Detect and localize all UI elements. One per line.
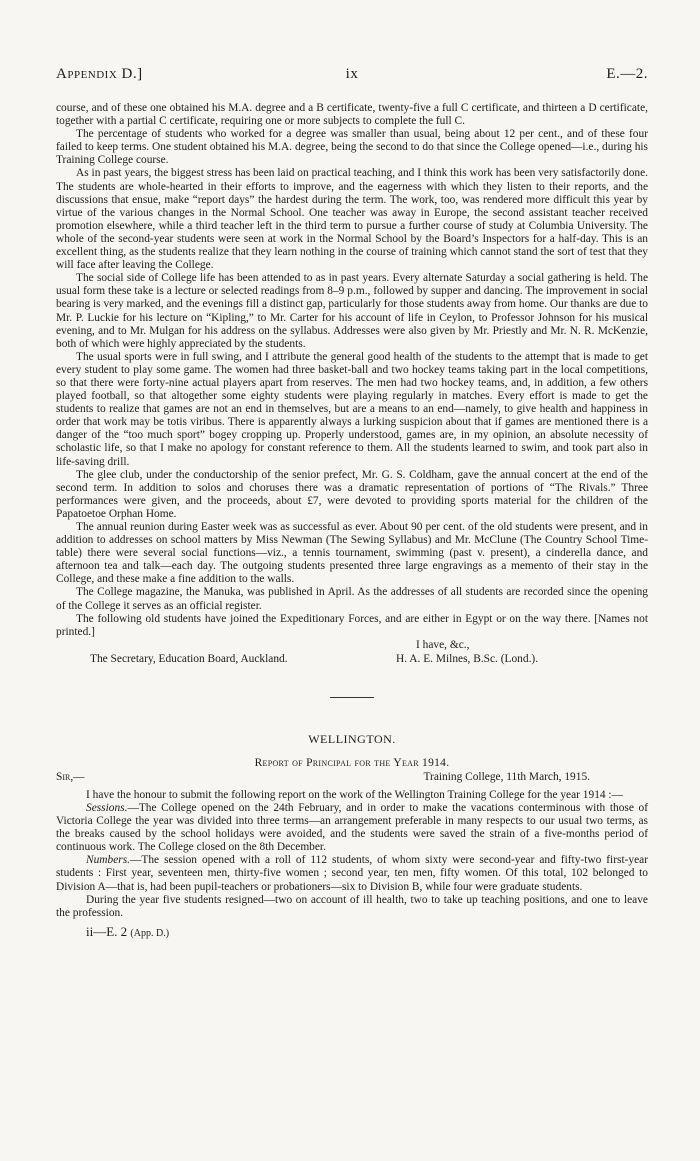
paragraph-social-side: The social side of College life has been attended to as in past years. Every alternate Saturday a social gathering is held. The usual form these take is a lecture or selected readings from 8–9 p.m., followed by supper and dancing. The improvement in social bearing is very marked, and the evenings fill a distinct gap, particularly for those students away from home. Our thanks are due to Mr. P. Luckie for his lecture on “Kipling,” to Mr. Carter for his account of life in Ceylon, to Professor Johnson for his musical evening, and to Mr. Mulgan for his address on the syllabus. Addresses were also given by Mr. Priestly and Mr. N. R. McKenzie, both of which were highly appreciated by the students. [56,272,648,350]
paragraph-sessions [56,802,648,854]
section-title: WELLINGTON. [308,731,396,746]
paragraph-intro [56,789,648,802]
auckland-report-body [56,102,648,639]
header-page-number: ix [345,66,359,82]
paragraph-intro-text: I have the honour to submit the following report on the work of the Wellington Training College for the year 1914 :— [86,788,623,801]
paragraph-reunion: The annual reunion during Easter week was as successful as ever. About 90 per cent. of the old students were present, and in addition to addresses on school matters by Miss Newman (The Sewing Syllabus) and Mr. McClune (The Country School Time-table) there were several social functions—viz., a tennis tournament, swimming (past v. present), a cinderella dance, and afternoon tea and talk—each day. The outgoing students presented three large engravings as a memento of their stay in the College, and these make a fine addition to the walls. [56,521,648,586]
signature-block [56,639,648,669]
paragraph-resignations-text: During the year five students resigned—two on account of ill health, two to take up teaching positions, and one to leave the profession. [56,893,648,919]
paragraph-expeditionary: The following old students have joined the Expeditionary Forces, and are either in Egypt or on the way there. [Names not printed.] [56,612,648,638]
paragraph-practical-teaching: As in past years, the biggest stress has been laid on practical teaching, and I think this work has been very satisfactorily done. The students are whole-hearted in their efforts to improve, and the eagerness with which they listen to their reports, and the discussions that ensue, make “report days” the hardest during the term. The work, too, was rendered more difficult this year by virtue of the various changes in the Normal School. One teacher was away in Europe, the second assistant teacher received promotion elsewhere, while a third teacher left in the third term to pursue a further course of study at Columbia University. The whole of the second-year students were seen at work in the Normal School by the Board’s Inspectors for a half-day. This is an excellent thing, as the students realize that they learn nothing in the course of training which cannot stand the sort of test that they will face after leaving the College. [56,167,648,272]
running-head [56,66,648,88]
footer-appendix: (App. D.) [130,927,170,939]
paragraph-sports: The usual sports were in full swing, and I attribute the general good health of the students to the attempt that is made to get every student to play some game. The women had three basket-ball and two hockey teams taking part in the local competitions, so that there were forty-nine actual players apart from reserves. The men had two hockey teams, and, in addition, a few others played football, so that altogether some eighty students were playing regularly in matches. Every effort is made to get the students to realize that games are not an end in themselves, but are a means to an end—namely, to give health and happiness in order that work may be totis viribus. There is apparently always a lurking suspicion about that if games are mentioned there is a danger of the “too much sport” bogey cropping up. Properly understood, games are, in my opinion, an absolute necessity of scholastic life, so that I make no apology for constant reference to them. All the students learned to swim, and took part also in life-saving drill. [56,350,648,468]
signature-greeting: I have, &c., [416,638,470,651]
footer-signature-mark [56,924,648,940]
signature-name: H. A. E. Milnes, B.Sc. (Lond.). [396,652,539,665]
salutation-line [56,771,648,785]
paragraph-numbers-text: —The session opened with a roll of 112 students, of whom sixty were second-year and fifty-two first-year students : First year, seventeen men, thirty-five women ; second year, ten men, fifty women. Of this total, 102 belonged to Division A—that is, had been pupil-teachers or probationers—six to Division B, while four were graduate students. [56,854,648,893]
place-date: Training College, 11th March, 1915. [423,770,590,783]
paragraph-resignations [56,894,648,920]
report-title: Report of Principal for the Year 1914. [254,756,450,769]
salutation: Sir,— [56,770,85,783]
wellington-report-body [56,789,648,920]
header-report-code: E.—2. [606,66,648,82]
section-divider [330,697,374,698]
document-page [56,66,648,940]
paragraph-continued: course, and of these one obtained his M.A. degree and a B certificate, twenty-five a full C certificate, and thirteen a D certificate, together with a partial C certificate, requiring one or more subjects to complete the full C. [56,102,648,128]
paragraph-numbers-lead: Numbers. [86,854,130,867]
paragraph-magazine: The College magazine, the Manuka, was published in April. As the addresses of all students are recorded since the opening of the College it serves as an official register. [56,586,648,612]
paragraph-degrees: The percentage of students who worked for a degree was smaller than usual, being about 12 per cent., and of these four failed to keep terms. One student obtained his M.A. degree, being the second to do that since the College opened—i.e., during his Training College course. [56,128,648,167]
paragraph-sessions-lead: Sessions. [86,801,128,814]
header-appendix: Appendix D.] [56,66,143,82]
signature-addressee: The Secretary, Education Board, Auckland. [90,652,288,665]
paragraph-sessions-text: —The College opened on the 24th February, and in order to make the vacations conterminous with those of Victoria College the year was divided into three terms—an arrangement preferable in many respects to our usual two terms, as the breaks caused by the school holidays were avoided, and the students were saved the strain of a five-months period of continuous work. The College closed on the 8th December. [56,801,648,854]
paragraph-numbers [56,854,648,893]
paragraph-glee-club: The glee club, under the conductorship of the senior prefect, Mr. G. S. Coldham, gave the annual concert at the end of the second term. In addition to solos and choruses there was a dramatic representation of portions of “The Rivals.” Three performances were given, and the proceeds, about £7, were devoted to providing sports material for the children of the Papatoetoe Orphan Home. [56,468,648,520]
footer-mark: ii—E. 2 [86,923,128,939]
